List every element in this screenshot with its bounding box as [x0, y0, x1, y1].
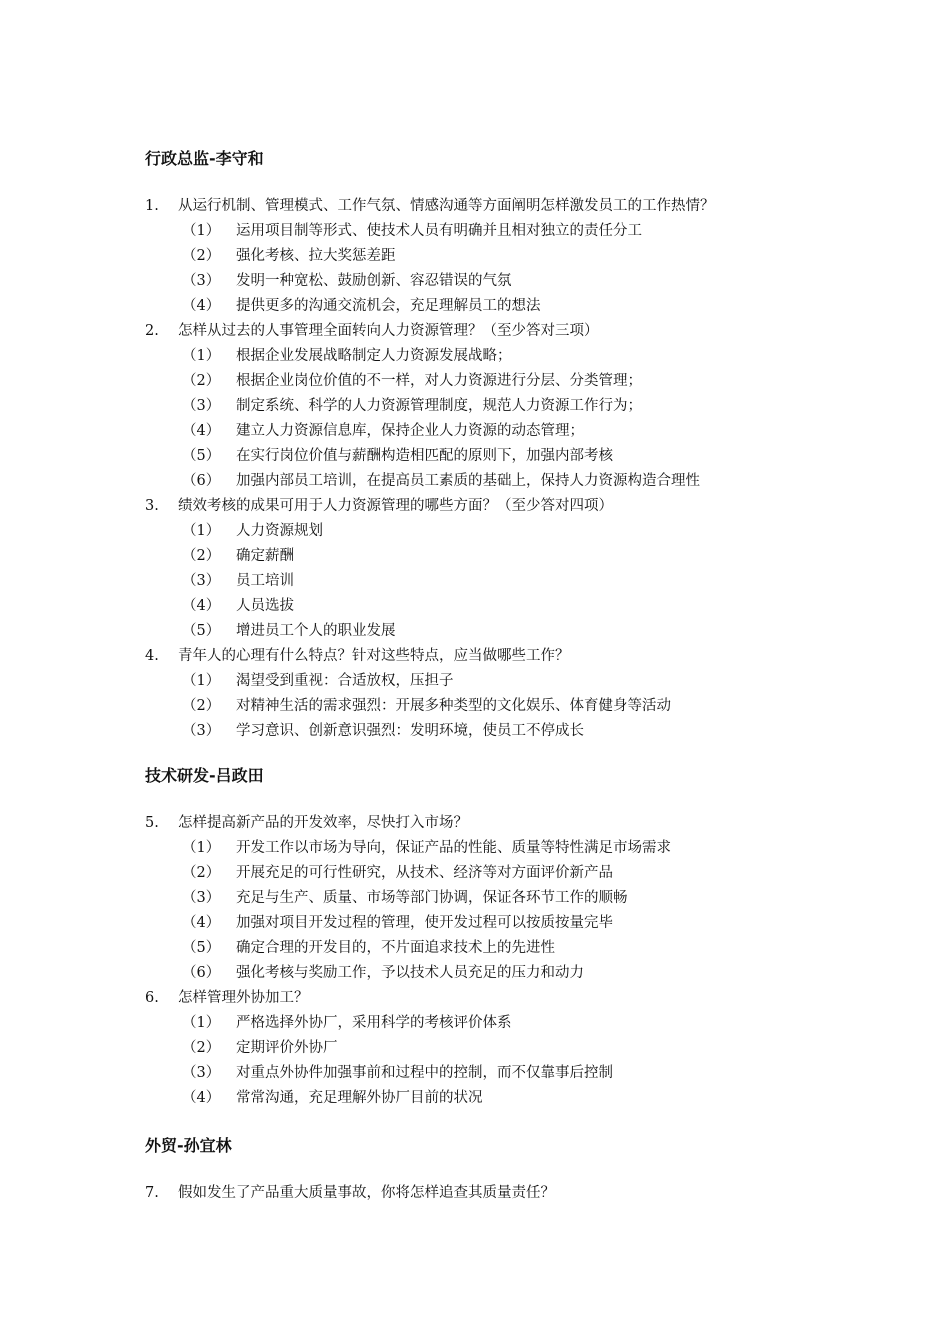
answer-text: 在实行岗位价值与薪酬构造相匹配的原则下，加强内部考核	[236, 448, 613, 464]
question-text: 怎样从过去的人事管理全面转向人力资源管理？（至少答对三项）	[178, 323, 599, 339]
answer-marker: （2）	[182, 1040, 221, 1056]
answer-text: 增进员工个人的职业发展	[236, 623, 396, 639]
section-heading: 技术研发-吕政田	[145, 766, 264, 785]
answer-text: 确定薪酬	[236, 548, 294, 564]
answer-marker: （3）	[182, 1065, 221, 1081]
question-text: 怎样管理外协加工？	[178, 990, 309, 1006]
answer-text: 根据企业发展战略制定人力资源发展战略；	[236, 348, 512, 364]
answer-marker: （3）	[182, 723, 221, 739]
answer-marker: （1）	[182, 348, 221, 364]
answer-marker: （3）	[182, 398, 221, 414]
question-number: 3.	[145, 498, 159, 514]
answer-marker: （1）	[182, 673, 221, 689]
question-number: 6.	[145, 990, 159, 1006]
answer-text: 学习意识、创新意识强烈：发明环境，使员工不停成长	[236, 723, 584, 739]
answer-text: 开展充足的可行性研究，从技术、经济等对方面评价新产品	[236, 865, 613, 881]
answer-text: 常常沟通，充足理解外协厂目前的状况	[236, 1090, 483, 1106]
answer-marker: （5）	[182, 940, 221, 956]
answer-marker: （2）	[182, 373, 221, 389]
question-text: 怎样提高新产品的开发效率，尽快打入市场？	[178, 815, 468, 831]
answer-marker: （1）	[182, 840, 221, 856]
answer-text: 渴望受到重视：合适放权，压担子	[236, 673, 454, 689]
answer-text: 对重点外协件加强事前和过程中的控制，而不仅靠事后控制	[236, 1065, 613, 1081]
answer-marker: （1）	[182, 1015, 221, 1031]
answer-text: 定期评价外协厂	[236, 1040, 338, 1056]
question-number: 4.	[145, 648, 159, 664]
question-number: 2.	[145, 323, 159, 339]
question-number: 5.	[145, 815, 159, 831]
answer-marker: （3）	[182, 890, 221, 906]
answer-text: 对精神生活的需求强烈：开展多种类型的文化娱乐、体育健身等活动	[236, 698, 671, 714]
answer-marker: （6）	[182, 965, 221, 981]
question-number: 7.	[145, 1185, 159, 1201]
answer-text: 制定系统、科学的人力资源管理制度，规范人力资源工作行为；	[236, 398, 642, 414]
answer-text: 充足与生产、质量、市场等部门协调，保证各环节工作的顺畅	[236, 890, 628, 906]
answer-marker: （1）	[182, 223, 221, 239]
answer-text: 人员选拔	[236, 598, 294, 614]
answer-text: 发明一种宽松、鼓励创新、容忍错误的气氛	[236, 273, 512, 289]
answer-marker: （2）	[182, 548, 221, 564]
answer-text: 开发工作以市场为导向，保证产品的性能、质量等特性满足市场需求	[236, 840, 671, 856]
answer-marker: （2）	[182, 698, 221, 714]
answer-marker: （4）	[182, 298, 221, 314]
question-text: 绩效考核的成果可用于人力资源管理的哪些方面？（至少答对四项）	[178, 498, 613, 514]
question-text: 青年人的心理有什么特点？针对这些特点，应当做哪些工作？	[178, 648, 570, 664]
answer-text: 加强对项目开发过程的管理，使开发过程可以按质按量完毕	[236, 915, 613, 931]
answer-marker: （2）	[182, 248, 221, 264]
question-number: 1.	[145, 198, 159, 214]
answer-marker: （2）	[182, 865, 221, 881]
answer-marker: （3）	[182, 273, 221, 289]
answer-marker: （4）	[182, 423, 221, 439]
answer-text: 强化考核与奖励工作，予以技术人员充足的压力和动力	[236, 965, 584, 981]
section-heading: 行政总监-李守和	[145, 149, 264, 168]
answer-text: 建立人力资源信息库，保持企业人力资源的动态管理；	[236, 423, 584, 439]
answer-text: 严格选择外协厂，采用科学的考核评价体系	[236, 1015, 512, 1031]
answer-marker: （3）	[182, 573, 221, 589]
answer-text: 人力资源规划	[236, 523, 323, 539]
answer-text: 确定合理的开发目的，不片面追求技术上的先进性	[236, 940, 555, 956]
section-heading: 外贸-孙宜林	[145, 1136, 232, 1155]
answer-text: 加强内部员工培训，在提高员工素质的基础上，保持人力资源构造合理性	[236, 473, 700, 489]
answer-text: 提供更多的沟通交流机会，充足理解员工的想法	[236, 298, 541, 314]
answer-marker: （1）	[182, 523, 221, 539]
question-text: 假如发生了产品重大质量事故，你将怎样追查其质量责任？	[178, 1185, 555, 1201]
answer-marker: （4）	[182, 598, 221, 614]
answer-marker: （6）	[182, 473, 221, 489]
answer-marker: （4）	[182, 915, 221, 931]
answer-text: 强化考核、拉大奖惩差距	[236, 248, 396, 264]
answer-text: 员工培训	[236, 573, 294, 589]
answer-marker: （5）	[182, 623, 221, 639]
answer-text: 运用项目制等形式、使技术人员有明确并且相对独立的责任分工	[236, 223, 642, 239]
answer-text: 根据企业岗位价值的不一样，对人力资源进行分层、分类管理；	[236, 373, 642, 389]
answer-marker: （5）	[182, 448, 221, 464]
question-text: 从运行机制、管理模式、工作气氛、情感沟通等方面阐明怎样激发员工的工作热情？	[178, 198, 715, 214]
answer-marker: （4）	[182, 1090, 221, 1106]
